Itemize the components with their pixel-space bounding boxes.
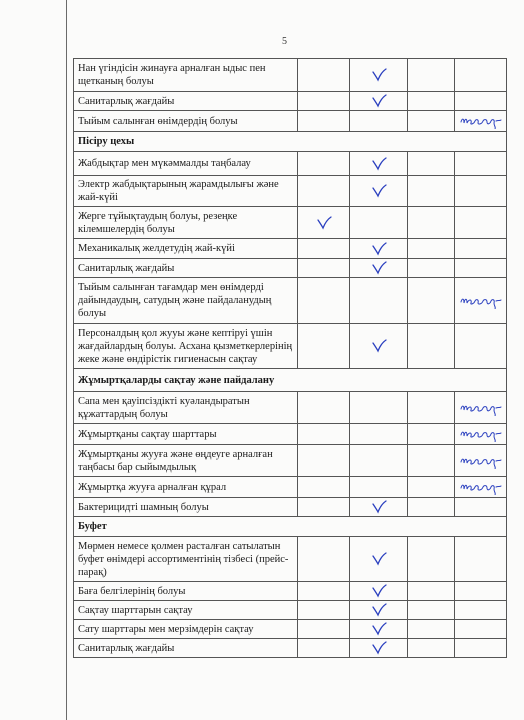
mark-cell (408, 620, 455, 639)
table-row (74, 582, 507, 601)
mark-cell (455, 92, 507, 111)
mark-cell (408, 392, 455, 424)
section-row (74, 369, 507, 392)
checkmark-icon (371, 261, 387, 275)
requirement-text: Сапа мен қауіпсіздікті куәландыратын құжаттардың болуы (74, 392, 298, 424)
requirement-text: Жұмыртқаны сақтау шарттары (74, 424, 298, 445)
table-row (74, 601, 507, 620)
mark-cell (408, 477, 455, 498)
mark-cell (350, 207, 408, 239)
checklist-table (73, 58, 507, 658)
handwritten-note-icon (459, 400, 503, 416)
mark-cell (298, 477, 350, 498)
mark-cell (408, 278, 455, 324)
table-row (74, 59, 507, 92)
mark-cell (350, 601, 408, 620)
mark-cell (408, 424, 455, 445)
section-row (74, 132, 507, 152)
mark-cell (298, 207, 350, 239)
mark-cell (350, 278, 408, 324)
checkmark-icon (316, 216, 332, 230)
requirement-text: Санитарлық жағдайы (74, 92, 298, 111)
handwritten-note-icon (459, 293, 503, 309)
mark-cell (408, 601, 455, 620)
requirement-text: Санитарлық жағдайы (74, 639, 298, 658)
table-row (74, 324, 507, 369)
checkmark-icon (371, 584, 387, 598)
table-row (74, 152, 507, 176)
mark-cell (298, 445, 350, 477)
mark-cell (455, 477, 507, 498)
mark-cell (455, 207, 507, 239)
mark-cell (408, 111, 455, 132)
mark-cell (350, 92, 408, 111)
mark-cell (408, 92, 455, 111)
checkmark-icon (371, 242, 387, 256)
mark-cell (408, 324, 455, 369)
mark-cell (408, 498, 455, 517)
mark-cell (455, 620, 507, 639)
mark-cell (455, 239, 507, 259)
mark-cell (298, 239, 350, 259)
table-row (74, 477, 507, 498)
handwritten-note-icon (459, 113, 503, 129)
table-row (74, 498, 507, 517)
mark-cell (298, 259, 350, 278)
mark-cell (408, 207, 455, 239)
checkmark-icon (371, 500, 387, 514)
checkmark-icon (371, 339, 387, 353)
table-row (74, 620, 507, 639)
requirement-text: Тыйым салынған тағамдар мен өнімдерді дайындаудың, сатудың және пайдаланудың болуы (74, 278, 298, 324)
requirement-text: Бактерицидті шамның болуы (74, 498, 298, 517)
handwritten-note-icon (459, 479, 503, 495)
mark-cell (455, 601, 507, 620)
table-row (74, 259, 507, 278)
mark-cell (350, 498, 408, 517)
table-row (74, 92, 507, 111)
mark-cell (350, 239, 408, 259)
mark-cell (408, 259, 455, 278)
checkmark-icon (371, 641, 387, 655)
table-row (74, 111, 507, 132)
mark-cell (408, 582, 455, 601)
requirement-text: Баға белгілерінің болуы (74, 582, 298, 601)
mark-cell (350, 424, 408, 445)
requirement-text: Жұмыртқа жууға арналған құрал (74, 477, 298, 498)
mark-cell (350, 152, 408, 176)
checkmark-icon (371, 94, 387, 108)
mark-cell (298, 324, 350, 369)
table-row (74, 207, 507, 239)
mark-cell (298, 152, 350, 176)
requirement-text: Механикалық желдетудің жай-күйі (74, 239, 298, 259)
mark-cell (455, 176, 507, 207)
mark-cell (455, 278, 507, 324)
requirement-text: Сату шарттары мен мерзімдерін сақтау (74, 620, 298, 639)
table-row (74, 392, 507, 424)
mark-cell (298, 424, 350, 445)
requirement-text: Тыйым салынған өнімдердің болуы (74, 111, 298, 132)
table-row (74, 424, 507, 445)
requirement-text: Персоналдың қол жууы және кептіруі үшін жағдайлардың болуы. Асхана қызметкерлерінің жеке және өндірістік гигиенасын сақтау (74, 324, 298, 369)
mark-cell (408, 152, 455, 176)
mark-cell (408, 176, 455, 207)
mark-cell (350, 324, 408, 369)
mark-cell (298, 498, 350, 517)
left-margin-line (66, 0, 67, 720)
mark-cell (298, 639, 350, 658)
mark-cell (298, 537, 350, 582)
handwritten-note-icon (459, 453, 503, 469)
table-row (74, 176, 507, 207)
requirement-text: Жұмыртқаны жууға және өңдеуге арналған таңбасы бар сыйымдылық (74, 445, 298, 477)
section-title: Буфет (74, 517, 507, 537)
table-row (74, 445, 507, 477)
mark-cell (350, 445, 408, 477)
mark-cell (455, 424, 507, 445)
requirement-text: Электр жабдықтарының жарамдылығы және жай-күйі (74, 176, 298, 207)
table-row (74, 239, 507, 259)
page-number: 5 (282, 36, 287, 47)
mark-cell (298, 92, 350, 111)
mark-cell (298, 176, 350, 207)
mark-cell (408, 59, 455, 92)
mark-cell (455, 392, 507, 424)
table-row (74, 639, 507, 658)
checkmark-icon (371, 552, 387, 566)
mark-cell (408, 445, 455, 477)
mark-cell (455, 537, 507, 582)
handwritten-note-icon (459, 426, 503, 442)
mark-cell (408, 239, 455, 259)
checkmark-icon (371, 622, 387, 636)
mark-cell (455, 111, 507, 132)
mark-cell (350, 259, 408, 278)
section-row (74, 517, 507, 537)
requirement-text: Нан үгіндісін жинауға арналған ыдыс пен щетканың болуы (74, 59, 298, 92)
mark-cell (408, 639, 455, 658)
mark-cell (350, 620, 408, 639)
mark-cell (455, 324, 507, 369)
mark-cell (455, 445, 507, 477)
mark-cell (298, 111, 350, 132)
mark-cell (350, 582, 408, 601)
mark-cell (455, 152, 507, 176)
mark-cell (298, 582, 350, 601)
mark-cell (350, 392, 408, 424)
mark-cell (408, 537, 455, 582)
checkmark-icon (371, 157, 387, 171)
checkmark-icon (371, 68, 387, 82)
mark-cell (455, 582, 507, 601)
section-title: Пісіру цехы (74, 132, 507, 152)
mark-cell (350, 59, 408, 92)
mark-cell (455, 259, 507, 278)
mark-cell (298, 278, 350, 324)
checkmark-icon (371, 184, 387, 198)
mark-cell (455, 498, 507, 517)
table-row (74, 278, 507, 324)
mark-cell (350, 477, 408, 498)
checklist-body (74, 59, 507, 658)
requirement-text: Санитарлық жағдайы (74, 259, 298, 278)
mark-cell (298, 392, 350, 424)
requirement-text: Сақтау шарттарын сақтау (74, 601, 298, 620)
table-row (74, 537, 507, 582)
mark-cell (350, 537, 408, 582)
requirement-text: Жерге тұйықтаудың болуы, резеңке кілемшелердің болуы (74, 207, 298, 239)
checkmark-icon (371, 603, 387, 617)
mark-cell (350, 176, 408, 207)
mark-cell (298, 59, 350, 92)
requirement-text: Жабдықтар мен мүкәммалды таңбалау (74, 152, 298, 176)
section-title: Жұмыртқаларды сақтау және пайдалану (74, 369, 507, 392)
mark-cell (455, 59, 507, 92)
mark-cell (455, 639, 507, 658)
requirement-text: Мөрмен немесе қолмен расталған сатылатын буфет өнімдері ассортиментінің тізбесі (прейс-парақ) (74, 537, 298, 582)
mark-cell (298, 601, 350, 620)
mark-cell (350, 639, 408, 658)
mark-cell (350, 111, 408, 132)
mark-cell (298, 620, 350, 639)
